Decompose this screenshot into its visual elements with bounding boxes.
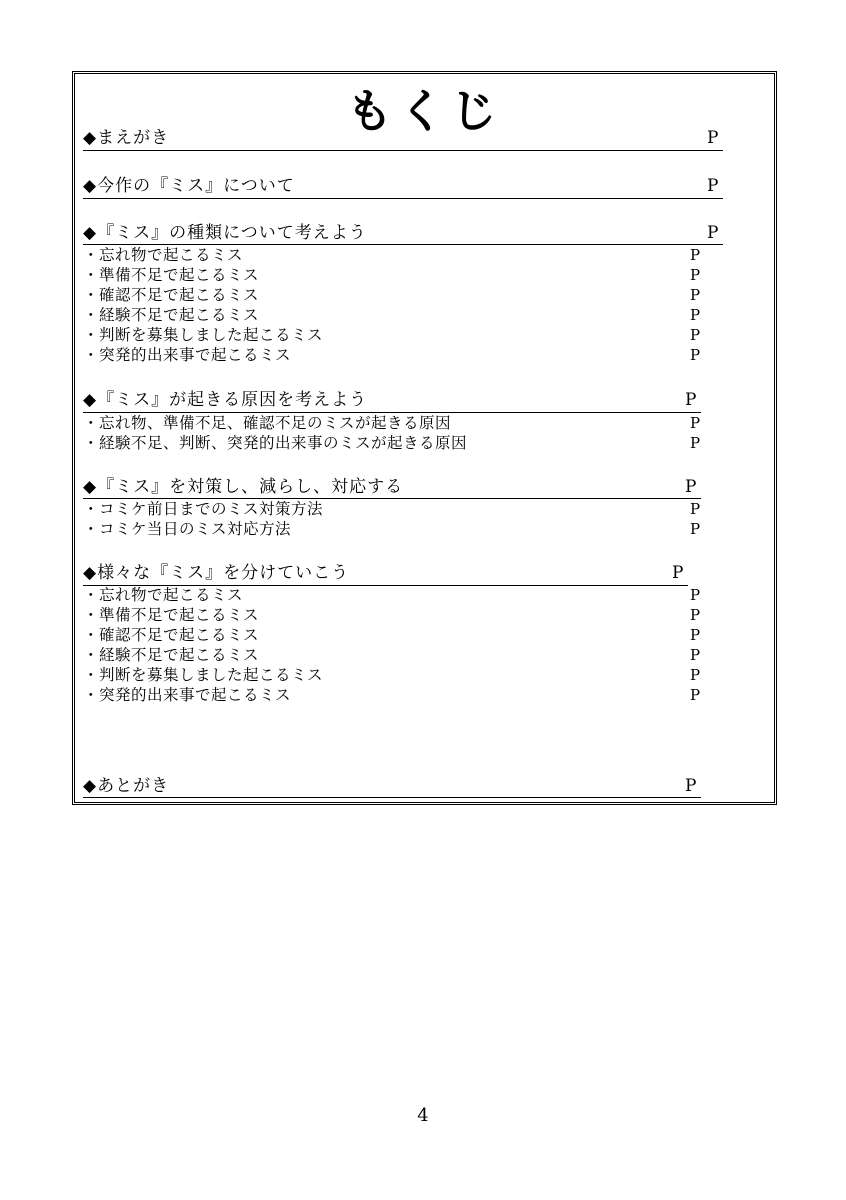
toc-page-marker: P bbox=[672, 563, 684, 583]
toc-heading-causes: ◆『ミス』が起きる原因を考えよう bbox=[83, 390, 368, 410]
toc-frame bbox=[72, 71, 777, 805]
toc-page-marker: P bbox=[690, 246, 701, 264]
toc-heading-rule bbox=[83, 412, 701, 413]
toc-heading-rule bbox=[83, 150, 723, 151]
toc-subitem: ・忘れ物、準備不足、確認不足のミスが起きる原因 bbox=[83, 414, 452, 432]
toc-page-marker: P bbox=[707, 176, 719, 196]
toc-page-marker: P bbox=[707, 223, 719, 243]
toc-heading-countermeasures: ◆『ミス』を対策し、減らし、対応する bbox=[83, 477, 404, 497]
toc-subitem: ・確認不足で起こるミス bbox=[83, 286, 260, 304]
toc-page-marker: P bbox=[690, 414, 701, 432]
toc-page-marker: P bbox=[707, 128, 719, 148]
toc-heading-afterword: ◆あとがき bbox=[83, 776, 170, 796]
toc-heading-preface: ◆まえがき bbox=[83, 128, 170, 148]
toc-page-marker: P bbox=[685, 776, 697, 796]
toc-heading-classify: ◆様々な『ミス』を分けていこう bbox=[83, 563, 350, 583]
toc-subitem: ・経験不足で起こるミス bbox=[83, 306, 260, 324]
toc-subitem: ・忘れ物で起こるミス bbox=[83, 246, 244, 264]
toc-subitem: ・突発的出来事で起こるミス bbox=[83, 346, 292, 364]
toc-heading-rule bbox=[83, 498, 701, 499]
toc-page-marker: P bbox=[685, 477, 697, 497]
toc-subitem: ・突発的出来事で起こるミス bbox=[83, 686, 292, 704]
toc-page-marker: P bbox=[690, 500, 701, 518]
toc-page-marker: P bbox=[690, 346, 701, 364]
toc-page-marker: P bbox=[690, 434, 701, 452]
toc-subitem: ・確認不足で起こるミス bbox=[83, 626, 260, 644]
toc-page-marker: P bbox=[690, 326, 701, 344]
toc-subitem: ・忘れ物で起こるミス bbox=[83, 586, 244, 604]
toc-heading-about-mistakes: ◆今作の『ミス』について bbox=[83, 176, 295, 196]
toc-page-marker: P bbox=[690, 626, 701, 644]
toc-page-marker: P bbox=[690, 520, 701, 538]
toc-page-marker: P bbox=[690, 286, 701, 304]
toc-subitem: ・経験不足で起こるミス bbox=[83, 646, 260, 664]
toc-subitem: ・判断を募集しました起こるミス bbox=[83, 666, 324, 684]
toc-page-marker: P bbox=[690, 686, 701, 704]
toc-subitem: ・判断を募集しました起こるミス bbox=[83, 326, 324, 344]
toc-heading-mistake-types: ◆『ミス』の種類について考えよう bbox=[83, 223, 367, 243]
toc-page-marker: P bbox=[690, 666, 701, 684]
toc-heading-rule bbox=[83, 797, 701, 798]
toc-page-marker: P bbox=[690, 586, 701, 604]
toc-title: もくじ bbox=[346, 84, 503, 138]
toc-subitem: ・準備不足で起こるミス bbox=[83, 266, 260, 284]
toc-page-marker: P bbox=[690, 606, 701, 624]
toc-subitem: ・経験不足、判断、突発的出来事のミスが起きる原因 bbox=[83, 434, 468, 452]
toc-page-marker: P bbox=[685, 390, 697, 410]
toc-page-marker: P bbox=[690, 646, 701, 664]
page-number: 4 bbox=[417, 1105, 429, 1126]
toc-heading-rule bbox=[83, 198, 723, 199]
toc-subitem: ・準備不足で起こるミス bbox=[83, 606, 260, 624]
toc-subitem: ・コミケ前日までのミス対策方法 bbox=[83, 500, 324, 518]
toc-page-marker: P bbox=[690, 306, 701, 324]
toc-page-marker: P bbox=[690, 266, 701, 284]
toc-heading-rule bbox=[83, 244, 723, 245]
toc-subitem: ・コミケ当日のミス対応方法 bbox=[83, 520, 292, 538]
